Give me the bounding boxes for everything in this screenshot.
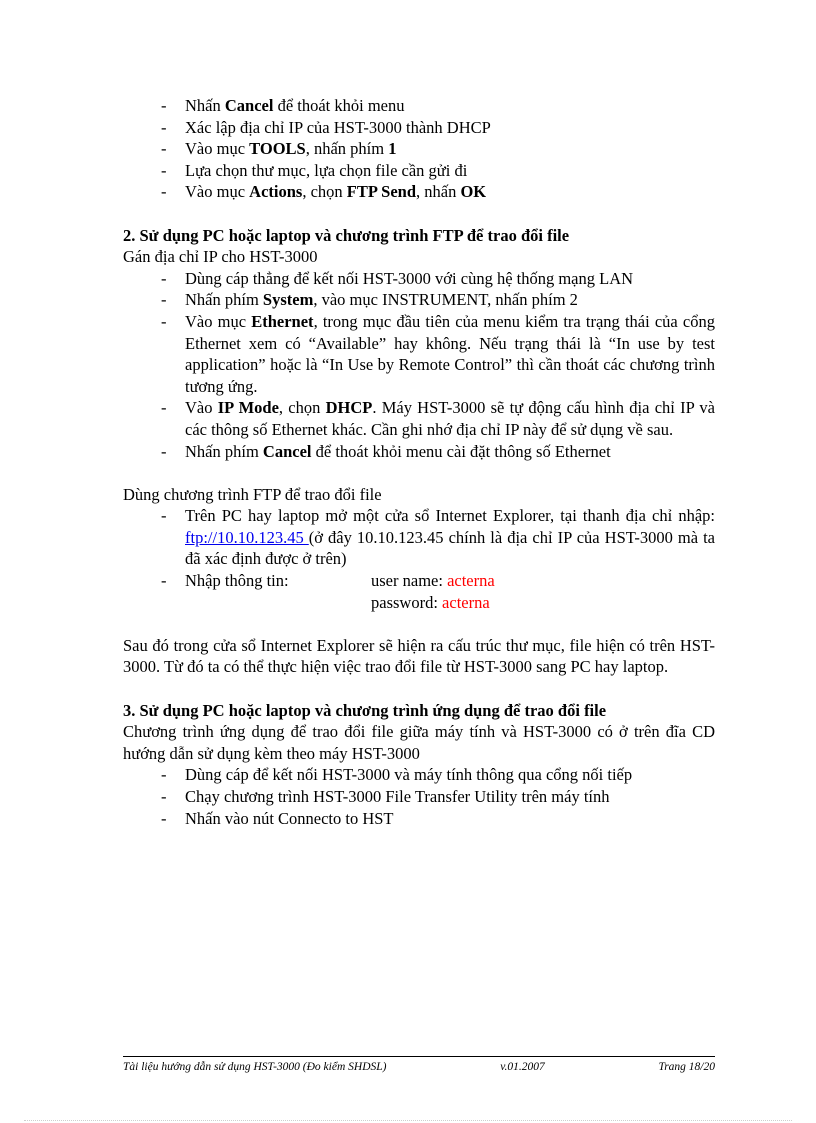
ftp-intro: Dùng chương trình FTP để trao đổi file [123, 484, 382, 504]
footer-doc-title: Tài liệu hướng dẫn sử dụng HST-3000 (Đo kiểm SHDSL) [123, 1061, 387, 1073]
list-item: - Nhấn Cancel để thoát khỏi menu [123, 95, 715, 117]
section-2-bullet-list [123, 268, 715, 462]
section-3-bullet-list [123, 764, 715, 829]
section-3-heading: 3. Sử dụng PC hoặc laptop và chương trình ứng dụng để trao đổi file [123, 700, 607, 720]
footer-page-number: Trang 18/20 [658, 1061, 715, 1073]
top-bullet-list [123, 95, 715, 203]
list-item: - Vào mục Ethernet, trong mục đầu tiên của menu kiểm tra trạng thái của cổng Ethernet xem có “Available” hay không. Nếu trạng thái là “In use by test application” hoặc là “In Use by Remote Control” thì cần thoát các chương trình tương ứng. [123, 311, 715, 397]
list-item: - Trên PC hay laptop mở một cửa sổ Internet Explorer, tại thanh địa chỉ nhập: ftp://10.10.123.45 (ở đây 10.10.123.45 chính là địa chỉ IP của HST-3000 mà ta đã xác định được ở trên) [123, 505, 715, 570]
ftp-address-link[interactable]: ftp://10.10.123.45 [185, 527, 309, 547]
list-item: - Lựa chọn thư mục, lựa chọn file cần gửi đi [123, 160, 715, 182]
section-2-heading: 2. Sử dụng PC hoặc laptop và chương trình FTP để trao đổi file [123, 225, 570, 245]
footer-version: v.01.2007 [500, 1061, 545, 1073]
username-line: user name: acterna [371, 571, 495, 591]
ftp-bullet-list [123, 505, 715, 613]
list-item: - Nhấn vào nút Connecto to HST [123, 808, 715, 830]
list-item: - Dùng cáp thẳng để kết nối HST-3000 với cùng hệ thống mạng LAN [123, 268, 715, 290]
credentials-label: - Nhập thông tin: [185, 571, 289, 591]
list-item [123, 570, 715, 613]
list-item: - Xác lập địa chỉ IP của HST-3000 thành DHCP [123, 117, 715, 139]
section-3-intro: Chương trình ứng dụng để trao đổi file giữa máy tính và HST-3000 có ở trên đĩa CD hướng dẫn sử dụng kèm theo máy HST-3000 [123, 722, 715, 763]
password-line: password: acterna [371, 592, 490, 612]
list-item: - Vào IP Mode, chọn DHCP. Máy HST-3000 sẽ tự động cấu hình địa chỉ IP và các thông số Ethernet khác. Cần ghi nhớ địa chỉ IP này để sử dụng về sau. [123, 397, 715, 440]
page-bottom-edge [24, 1120, 792, 1121]
list-item: - Nhấn phím System, vào mục INSTRUMENT, nhấn phím 2 [123, 289, 715, 311]
list-item: - Chạy chương trình HST-3000 File Transfer Utility trên máy tính [123, 786, 715, 808]
page-footer [123, 1056, 715, 1073]
list-item: - Nhấn phím Cancel để thoát khỏi menu cài đặt thông số Ethernet [123, 441, 715, 463]
list-item: - Dùng cáp để kết nối HST-3000 và máy tính thông qua cổng nối tiếp [123, 764, 715, 786]
password-value: acterna [442, 592, 490, 612]
credentials-block [185, 570, 715, 613]
section-2-intro: Gán địa chỉ IP cho HST-3000 [123, 247, 318, 267]
username-value: acterna [447, 571, 495, 591]
list-item: - Vào mục Actions, chọn FTP Send, nhấn OK [123, 181, 715, 203]
list-item: - Vào mục TOOLS, nhấn phím 1 [123, 138, 715, 160]
document-body [123, 95, 715, 829]
ftp-result-paragraph: Sau đó trong cửa sổ Internet Explorer sẽ hiện ra cấu trúc thư mục, file hiện có trên HST-3000. Từ đó ta có thể thực hiện việc trao đổi file từ HST-3000 sang PC hay laptop. [123, 635, 715, 677]
